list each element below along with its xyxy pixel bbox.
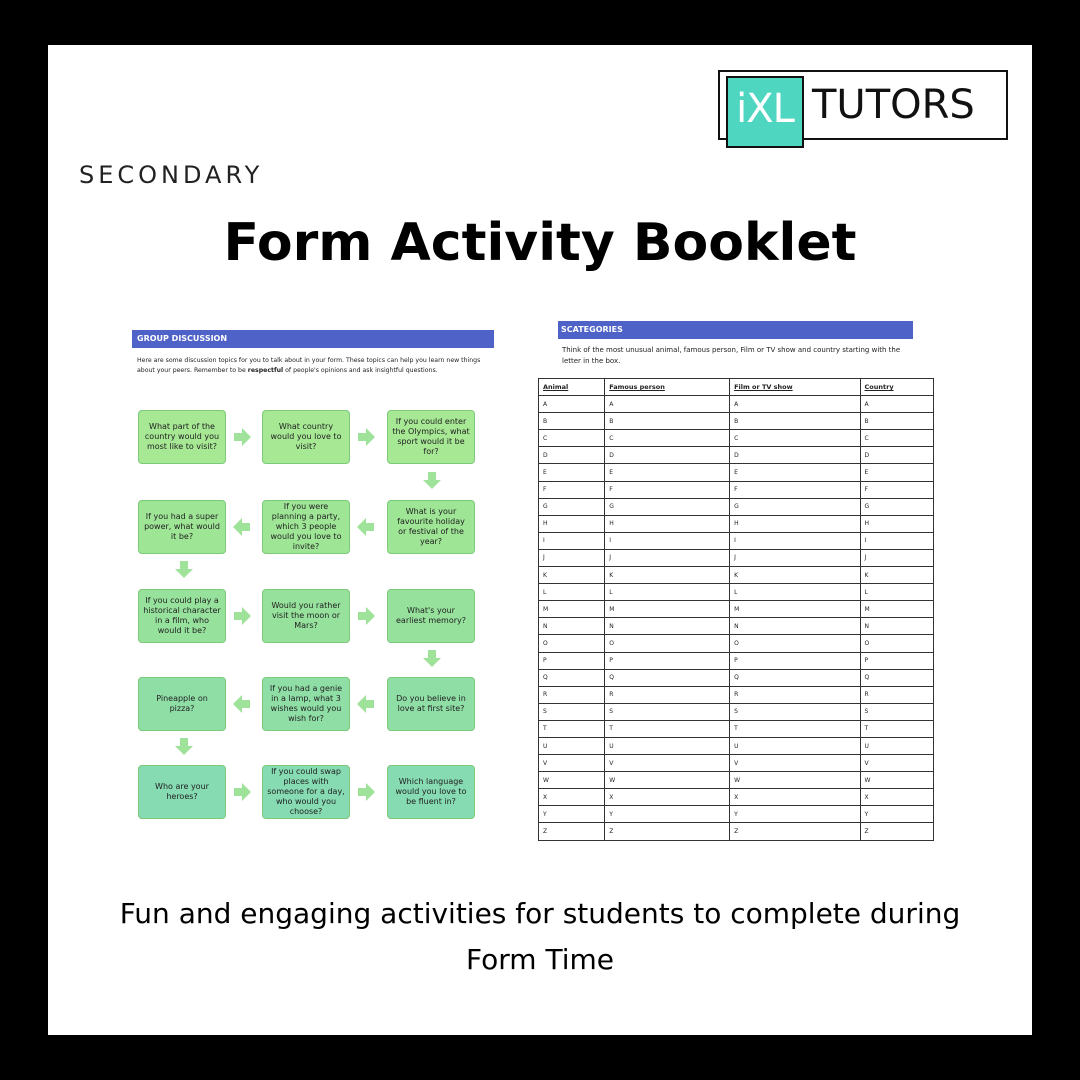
arrow-right-icon (232, 606, 252, 626)
table-row (539, 737, 934, 754)
letter-cell: O (860, 635, 933, 652)
letter-cell: E (730, 464, 860, 481)
letter-cell: J (860, 549, 933, 566)
letter-cell: P (605, 652, 730, 669)
question-box: If you had a super power, what would it be? (138, 500, 226, 554)
letter-cell: I (539, 532, 605, 549)
arrow-right-icon (356, 606, 376, 626)
letter-cell: S (539, 703, 605, 720)
letter-cell: A (605, 396, 730, 413)
table-row (539, 584, 934, 601)
question-box: Would you rather visit the moon or Mars? (262, 589, 350, 643)
letter-cell: F (539, 481, 605, 498)
letter-cell: D (730, 447, 860, 464)
question-box: If you could enter the Olympics, what sport would it be for? (387, 410, 475, 464)
letter-cell: X (730, 789, 860, 806)
arrow-right-icon (356, 782, 376, 802)
table-row (539, 789, 934, 806)
letter-cell: U (730, 737, 860, 754)
letter-cell: K (730, 567, 860, 584)
letter-cell: E (860, 464, 933, 481)
arrow-left-icon (356, 517, 376, 537)
table-row (539, 498, 934, 515)
group-discussion-intro (137, 356, 492, 376)
letter-cell: D (860, 447, 933, 464)
table-row (539, 669, 934, 686)
letter-cell: H (730, 515, 860, 532)
letter-cell: Q (860, 669, 933, 686)
letter-cell: U (860, 737, 933, 754)
table-row (539, 601, 934, 618)
column-header: Film or TV show (730, 379, 860, 396)
letter-cell: Q (730, 669, 860, 686)
letter-cell: B (860, 413, 933, 430)
table-row (539, 532, 934, 549)
scategories-header: SCATEGORIES (558, 321, 913, 339)
letter-cell: P (539, 652, 605, 669)
letter-cell: V (539, 755, 605, 772)
question-box: What country would you love to visit? (262, 410, 350, 464)
arrow-left-icon (232, 517, 252, 537)
question-box: Do you believe in love at first site? (387, 677, 475, 731)
table-row (539, 755, 934, 772)
letter-cell: H (605, 515, 730, 532)
group-discussion-header: GROUP DISCUSSION (132, 330, 494, 348)
table-row (539, 515, 934, 532)
column-header: Famous person (605, 379, 730, 396)
group-discussion-page (132, 330, 496, 850)
letter-cell: S (605, 703, 730, 720)
arrow-right-icon (232, 782, 252, 802)
letter-cell: O (730, 635, 860, 652)
question-box: Who are your heroes? (138, 765, 226, 819)
letter-cell: T (730, 720, 860, 737)
letter-cell: T (605, 720, 730, 737)
question-box: What's your earliest memory? (387, 589, 475, 643)
letter-cell: X (605, 789, 730, 806)
letter-cell: K (539, 567, 605, 584)
letter-cell: M (860, 601, 933, 618)
letter-cell: Q (605, 669, 730, 686)
letter-cell: N (605, 618, 730, 635)
letter-cell: Y (730, 806, 860, 823)
column-header: Country (860, 379, 933, 396)
letter-cell: L (605, 584, 730, 601)
letter-cell: R (605, 686, 730, 703)
letter-cell: V (860, 755, 933, 772)
level-label: SECONDARY (79, 161, 264, 189)
letter-cell: G (860, 498, 933, 515)
table-row (539, 823, 934, 840)
letter-cell: M (539, 601, 605, 618)
letter-cell: O (539, 635, 605, 652)
letter-cell: I (605, 532, 730, 549)
scategories-table (538, 378, 934, 841)
letter-cell: L (539, 584, 605, 601)
letter-cell: X (860, 789, 933, 806)
page-title: Form Activity Booklet (223, 213, 857, 273)
arrow-down-icon (174, 559, 194, 579)
scategories-page (538, 321, 938, 841)
arrow-down-icon (422, 648, 442, 668)
table-row (539, 618, 934, 635)
letter-cell: Y (605, 806, 730, 823)
letter-cell: N (730, 618, 860, 635)
letter-cell: F (860, 481, 933, 498)
letter-cell: C (539, 430, 605, 447)
letter-cell: S (730, 703, 860, 720)
letter-cell: J (539, 549, 605, 566)
table-row (539, 567, 934, 584)
letter-cell: H (539, 515, 605, 532)
table-row (539, 447, 934, 464)
question-box: What part of the country would you most like to visit? (138, 410, 226, 464)
table-row (539, 772, 934, 789)
question-box: What is your favourite holiday or festival of the year? (387, 500, 475, 554)
arrow-down-icon (174, 736, 194, 756)
letter-cell: O (605, 635, 730, 652)
letter-cell: N (539, 618, 605, 635)
letter-cell: R (860, 686, 933, 703)
letter-cell: L (730, 584, 860, 601)
intro-text-end: of people's opinions and ask insightful questions. (283, 367, 438, 374)
letter-cell: K (605, 567, 730, 584)
logo-ixl-text: iXL (736, 86, 794, 132)
letter-cell: K (860, 567, 933, 584)
letter-cell: Z (730, 823, 860, 840)
arrow-right-icon (356, 427, 376, 447)
table-row (539, 806, 934, 823)
letter-cell: B (730, 413, 860, 430)
intro-text-bold: respectful (247, 367, 284, 374)
letter-cell: P (860, 652, 933, 669)
letter-cell: X (539, 789, 605, 806)
question-box: Which language would you love to be fluent in? (387, 765, 475, 819)
letter-cell: C (730, 430, 860, 447)
table-row (539, 464, 934, 481)
table-row (539, 703, 934, 720)
letter-cell: F (605, 481, 730, 498)
intro-text-start: Here are some discussion topics for you to talk about in your form. These topics can help you learn new things about your peers. Remember to be (137, 357, 481, 374)
letter-cell: Z (539, 823, 605, 840)
letter-cell: N (860, 618, 933, 635)
letter-cell: L (860, 584, 933, 601)
letter-cell: E (539, 464, 605, 481)
letter-cell: C (605, 430, 730, 447)
letter-cell: R (730, 686, 860, 703)
question-box: Pineapple on pizza? (138, 677, 226, 731)
letter-cell: A (539, 396, 605, 413)
letter-cell: Y (860, 806, 933, 823)
logo-tutors-text: TUTORS (812, 82, 975, 128)
ixl-tutors-logo (718, 70, 1008, 150)
letter-cell: G (539, 498, 605, 515)
table-row (539, 686, 934, 703)
letter-cell: I (730, 532, 860, 549)
table-header-row (539, 379, 934, 396)
letter-cell: M (605, 601, 730, 618)
letter-cell: V (730, 755, 860, 772)
question-box: If you could play a historical character in a film, who would it be? (138, 589, 226, 643)
letter-cell: U (605, 737, 730, 754)
letter-cell: B (605, 413, 730, 430)
table-row (539, 652, 934, 669)
arrow-left-icon (356, 694, 376, 714)
letter-cell: D (539, 447, 605, 464)
letter-cell: Z (605, 823, 730, 840)
page-frame (48, 45, 1032, 1035)
letter-cell: H (860, 515, 933, 532)
letter-cell: E (605, 464, 730, 481)
column-header: Animal (539, 379, 605, 396)
letter-cell: D (605, 447, 730, 464)
arrow-left-icon (232, 694, 252, 714)
letter-cell: S (860, 703, 933, 720)
table-row (539, 549, 934, 566)
table-row (539, 430, 934, 447)
arrow-down-icon (422, 470, 442, 490)
letter-cell: G (605, 498, 730, 515)
letter-cell: F (730, 481, 860, 498)
question-box: If you could swap places with someone for a day, who would you choose? (262, 765, 350, 819)
letter-cell: W (730, 772, 860, 789)
letter-cell: A (860, 396, 933, 413)
letter-cell: W (860, 772, 933, 789)
table-row (539, 481, 934, 498)
letter-cell: Y (539, 806, 605, 823)
letter-cell: C (860, 430, 933, 447)
letter-cell: J (730, 549, 860, 566)
question-box: If you were planning a party, which 3 people would you love to invite? (262, 500, 350, 554)
table-row (539, 720, 934, 737)
letter-cell: W (539, 772, 605, 789)
letter-cell: B (539, 413, 605, 430)
question-box: If you had a genie in a lamp, what 3 wishes would you wish for? (262, 677, 350, 731)
letter-cell: T (860, 720, 933, 737)
letter-cell: V (605, 755, 730, 772)
letter-cell: A (730, 396, 860, 413)
letter-cell: Q (539, 669, 605, 686)
letter-cell: M (730, 601, 860, 618)
letter-cell: J (605, 549, 730, 566)
table-row (539, 635, 934, 652)
arrow-right-icon (232, 427, 252, 447)
letter-cell: R (539, 686, 605, 703)
scategories-intro: Think of the most unusual animal, famous person, Film or TV show and country starting with the letter in the box. (562, 346, 901, 365)
letter-cell: T (539, 720, 605, 737)
page-subtitle: Fun and engaging activities for students to complete during Form Time (119, 897, 961, 976)
letter-cell: G (730, 498, 860, 515)
letter-cell: U (539, 737, 605, 754)
table-row (539, 413, 934, 430)
letter-cell: P (730, 652, 860, 669)
table-row (539, 396, 934, 413)
letter-cell: W (605, 772, 730, 789)
letter-cell: Z (860, 823, 933, 840)
letter-cell: I (860, 532, 933, 549)
